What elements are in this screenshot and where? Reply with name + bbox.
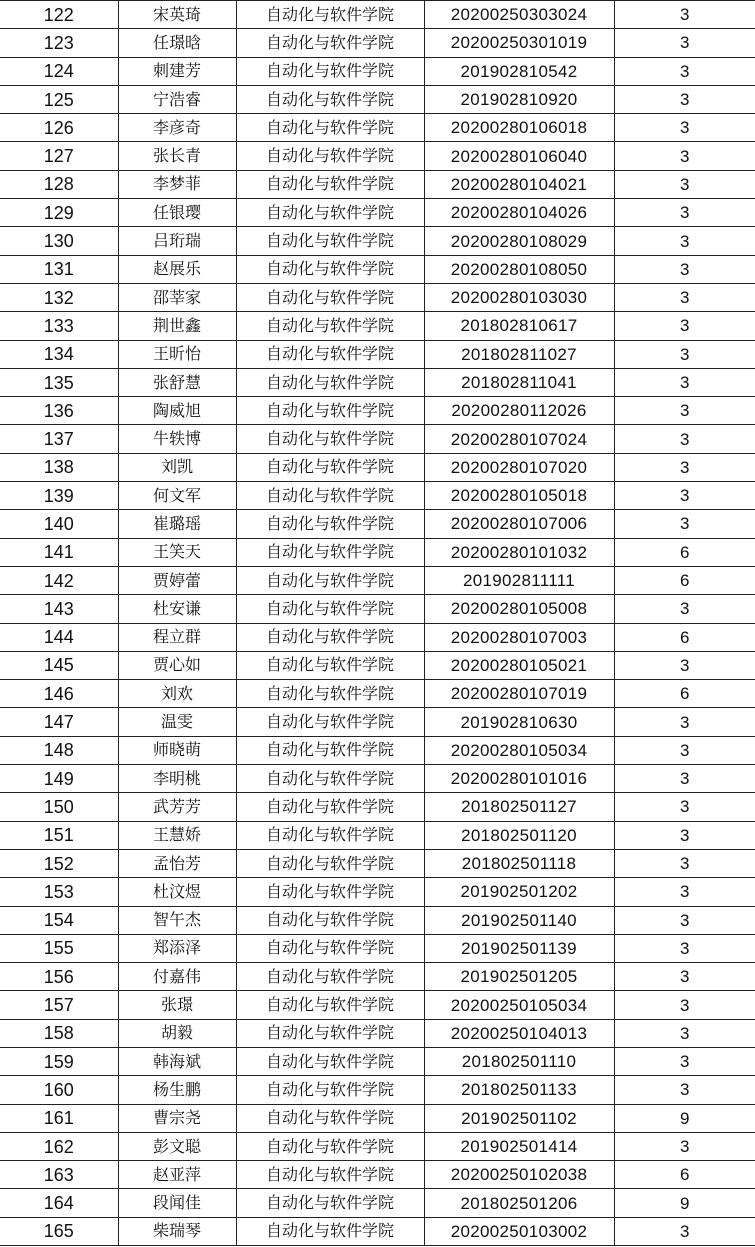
row-number-cell: 151 (0, 821, 118, 849)
table-row (0, 283, 755, 311)
row-number-cell: 159 (0, 1047, 118, 1075)
count-cell: 3 (614, 482, 755, 510)
row-number-cell: 165 (0, 1217, 118, 1245)
table-row (0, 849, 755, 877)
student-name-cell: 赵展乐 (118, 255, 236, 283)
count-cell: 3 (614, 227, 755, 255)
count-cell: 3 (614, 849, 755, 877)
row-number-cell: 126 (0, 114, 118, 142)
student-name-cell: 韩海斌 (118, 1047, 236, 1075)
count-cell: 3 (614, 425, 755, 453)
table-row (0, 1104, 755, 1132)
table-row (0, 566, 755, 594)
college-cell: 自动化与软件学院 (236, 793, 424, 821)
student-name-cell: 任银璎 (118, 199, 236, 227)
student-id-cell: 20200280106018 (424, 114, 614, 142)
college-cell: 自动化与软件学院 (236, 736, 424, 764)
college-cell: 自动化与软件学院 (236, 680, 424, 708)
count-cell: 3 (614, 906, 755, 934)
table-row (0, 1019, 755, 1047)
row-number-cell: 156 (0, 963, 118, 991)
count-cell: 3 (614, 1217, 755, 1245)
college-cell: 自动化与软件学院 (236, 1047, 424, 1075)
student-name-cell: 陶威旭 (118, 397, 236, 425)
row-number-cell: 132 (0, 283, 118, 311)
student-id-cell: 201902810920 (424, 85, 614, 113)
count-cell: 3 (614, 765, 755, 793)
row-number-cell: 160 (0, 1076, 118, 1104)
table-row (0, 1161, 755, 1189)
student-name-cell: 贾心如 (118, 651, 236, 679)
table-row (0, 255, 755, 283)
student-name-cell: 智午杰 (118, 906, 236, 934)
college-cell: 自动化与软件学院 (236, 1217, 424, 1245)
table-row (0, 1189, 755, 1217)
college-cell: 自动化与软件学院 (236, 566, 424, 594)
count-cell: 3 (614, 651, 755, 679)
student-id-cell: 201902810630 (424, 708, 614, 736)
count-cell: 3 (614, 142, 755, 170)
student-id-cell: 20200250104013 (424, 1019, 614, 1047)
count-cell: 3 (614, 510, 755, 538)
student-id-cell: 201902501102 (424, 1104, 614, 1132)
college-cell: 自动化与软件学院 (236, 878, 424, 906)
row-number-cell: 133 (0, 312, 118, 340)
table-row (0, 623, 755, 651)
table-row (0, 736, 755, 764)
college-cell: 自动化与软件学院 (236, 849, 424, 877)
college-cell: 自动化与软件学院 (236, 1076, 424, 1104)
count-cell: 3 (614, 595, 755, 623)
student-name-cell: 程立群 (118, 623, 236, 651)
row-number-cell: 161 (0, 1104, 118, 1132)
row-number-cell: 152 (0, 849, 118, 877)
count-cell: 3 (614, 934, 755, 962)
count-cell: 3 (614, 708, 755, 736)
student-name-cell: 杜汶煜 (118, 878, 236, 906)
student-name-cell: 李彦奇 (118, 114, 236, 142)
college-cell: 自动化与软件学院 (236, 1132, 424, 1160)
count-cell: 3 (614, 283, 755, 311)
student-name-cell: 李梦菲 (118, 170, 236, 198)
student-name-cell: 曹宗尧 (118, 1104, 236, 1132)
student-id-cell: 20200280101016 (424, 765, 614, 793)
student-name-cell: 刘凯 (118, 453, 236, 481)
student-id-cell: 20200280107020 (424, 453, 614, 481)
student-name-cell: 王慧娇 (118, 821, 236, 849)
college-cell: 自动化与软件学院 (236, 85, 424, 113)
student-id-cell: 201902501205 (424, 963, 614, 991)
college-cell: 自动化与软件学院 (236, 312, 424, 340)
count-cell: 3 (614, 29, 755, 57)
table-row (0, 934, 755, 962)
row-number-cell: 150 (0, 793, 118, 821)
student-id-cell: 20200280104026 (424, 199, 614, 227)
student-name-cell: 杨生鹏 (118, 1076, 236, 1104)
count-cell: 6 (614, 680, 755, 708)
college-cell: 自动化与软件学院 (236, 538, 424, 566)
count-cell: 3 (614, 963, 755, 991)
student-id-cell: 201802501118 (424, 849, 614, 877)
student-id-cell: 20200280105018 (424, 482, 614, 510)
count-cell: 6 (614, 623, 755, 651)
college-cell: 自动化与软件学院 (236, 1019, 424, 1047)
row-number-cell: 124 (0, 57, 118, 85)
student-id-cell: 20200280106040 (424, 142, 614, 170)
count-cell: 3 (614, 397, 755, 425)
student-id-cell: 201802501120 (424, 821, 614, 849)
count-cell: 3 (614, 199, 755, 227)
student-id-cell: 201802501133 (424, 1076, 614, 1104)
student-name-cell: 牛轶博 (118, 425, 236, 453)
college-cell: 自动化与软件学院 (236, 425, 424, 453)
count-cell: 3 (614, 312, 755, 340)
row-number-cell: 138 (0, 453, 118, 481)
college-cell: 自动化与软件学院 (236, 142, 424, 170)
row-number-cell: 164 (0, 1189, 118, 1217)
student-name-cell: 崔璐瑶 (118, 510, 236, 538)
row-number-cell: 136 (0, 397, 118, 425)
count-cell: 3 (614, 878, 755, 906)
college-cell: 自动化与软件学院 (236, 114, 424, 142)
student-id-cell: 20200250303024 (424, 1, 614, 29)
row-number-cell: 125 (0, 85, 118, 113)
student-id-cell: 201902501140 (424, 906, 614, 934)
student-id-cell: 20200250105034 (424, 991, 614, 1019)
college-cell: 自动化与软件学院 (236, 368, 424, 396)
table-row (0, 1217, 755, 1245)
college-cell: 自动化与软件学院 (236, 255, 424, 283)
count-cell: 6 (614, 538, 755, 566)
row-number-cell: 163 (0, 1161, 118, 1189)
college-cell: 自动化与软件学院 (236, 1104, 424, 1132)
student-id-cell: 201802810617 (424, 312, 614, 340)
student-id-cell: 20200280107024 (424, 425, 614, 453)
college-cell: 自动化与软件学院 (236, 482, 424, 510)
count-cell: 3 (614, 57, 755, 85)
count-cell: 3 (614, 340, 755, 368)
row-number-cell: 162 (0, 1132, 118, 1160)
college-cell: 自动化与软件学院 (236, 623, 424, 651)
student-name-cell: 张舒慧 (118, 368, 236, 396)
table-row (0, 708, 755, 736)
college-cell: 自动化与软件学院 (236, 1161, 424, 1189)
college-cell: 自动化与软件学院 (236, 1189, 424, 1217)
student-name-cell: 赵亚萍 (118, 1161, 236, 1189)
row-number-cell: 144 (0, 623, 118, 651)
count-cell: 3 (614, 793, 755, 821)
student-name-cell: 刺建芳 (118, 57, 236, 85)
row-number-cell: 131 (0, 255, 118, 283)
table-row (0, 1, 755, 29)
row-number-cell: 123 (0, 29, 118, 57)
college-cell: 自动化与软件学院 (236, 283, 424, 311)
student-id-cell: 20200250102038 (424, 1161, 614, 1189)
row-number-cell: 135 (0, 368, 118, 396)
row-number-cell: 148 (0, 736, 118, 764)
row-number-cell: 154 (0, 906, 118, 934)
student-name-cell: 荆世鑫 (118, 312, 236, 340)
table-row (0, 651, 755, 679)
count-cell: 3 (614, 1, 755, 29)
table-row (0, 85, 755, 113)
student-id-cell: 201802501110 (424, 1047, 614, 1075)
table-row (0, 595, 755, 623)
student-name-cell: 张长青 (118, 142, 236, 170)
college-cell: 自动化与软件学院 (236, 29, 424, 57)
student-name-cell: 宁浩睿 (118, 85, 236, 113)
row-number-cell: 137 (0, 425, 118, 453)
student-id-cell: 201802811027 (424, 340, 614, 368)
student-name-cell: 贾婷蕾 (118, 566, 236, 594)
table-row (0, 991, 755, 1019)
count-cell: 3 (614, 85, 755, 113)
count-cell: 3 (614, 368, 755, 396)
row-number-cell: 145 (0, 651, 118, 679)
table-row (0, 29, 755, 57)
count-cell: 6 (614, 1161, 755, 1189)
table-row (0, 57, 755, 85)
row-number-cell: 158 (0, 1019, 118, 1047)
row-number-cell: 142 (0, 566, 118, 594)
college-cell: 自动化与软件学院 (236, 991, 424, 1019)
count-cell: 3 (614, 1132, 755, 1160)
table-row (0, 793, 755, 821)
table-row (0, 142, 755, 170)
college-cell: 自动化与软件学院 (236, 227, 424, 255)
student-name-cell: 段闻佳 (118, 1189, 236, 1217)
row-number-cell: 140 (0, 510, 118, 538)
row-number-cell: 147 (0, 708, 118, 736)
student-id-cell: 201802501127 (424, 793, 614, 821)
student-name-cell: 彭文聪 (118, 1132, 236, 1160)
table-row (0, 199, 755, 227)
student-id-cell: 20200280112026 (424, 397, 614, 425)
count-cell: 9 (614, 1104, 755, 1132)
table-row (0, 906, 755, 934)
count-cell: 6 (614, 566, 755, 594)
college-cell: 自动化与软件学院 (236, 170, 424, 198)
row-number-cell: 128 (0, 170, 118, 198)
college-cell: 自动化与软件学院 (236, 57, 424, 85)
table-row (0, 821, 755, 849)
table-row (0, 680, 755, 708)
college-cell: 自动化与软件学院 (236, 821, 424, 849)
student-name-cell: 柴瑞琴 (118, 1217, 236, 1245)
student-id-cell: 201802501206 (424, 1189, 614, 1217)
student-name-cell: 何文军 (118, 482, 236, 510)
table-row (0, 170, 755, 198)
student-name-cell: 李明桃 (118, 765, 236, 793)
college-cell: 自动化与软件学院 (236, 765, 424, 793)
table-row (0, 765, 755, 793)
count-cell: 3 (614, 170, 755, 198)
student-name-cell: 吕珩瑞 (118, 227, 236, 255)
student-id-cell: 20200250103002 (424, 1217, 614, 1245)
row-number-cell: 127 (0, 142, 118, 170)
count-cell: 3 (614, 1019, 755, 1047)
student-id-cell: 20200280107003 (424, 623, 614, 651)
student-name-cell: 王笑天 (118, 538, 236, 566)
student-id-cell: 201902811111 (424, 566, 614, 594)
student-name-cell: 任璟晗 (118, 29, 236, 57)
college-cell: 自动化与软件学院 (236, 651, 424, 679)
table-row (0, 963, 755, 991)
student-name-cell: 付嘉伟 (118, 963, 236, 991)
table-row (0, 1047, 755, 1075)
college-cell: 自动化与软件学院 (236, 199, 424, 227)
row-number-cell: 153 (0, 878, 118, 906)
student-name-cell: 师晓萌 (118, 736, 236, 764)
student-name-cell: 武芳芳 (118, 793, 236, 821)
student-id-cell: 20200280108029 (424, 227, 614, 255)
table-row (0, 114, 755, 142)
student-id-cell: 20200280104021 (424, 170, 614, 198)
college-cell: 自动化与软件学院 (236, 340, 424, 368)
college-cell: 自动化与软件学院 (236, 595, 424, 623)
student-name-cell: 刘欢 (118, 680, 236, 708)
table-row (0, 1076, 755, 1104)
student-id-cell: 20200250301019 (424, 29, 614, 57)
table-row (0, 1132, 755, 1160)
student-name-cell: 王昕怡 (118, 340, 236, 368)
table-row (0, 878, 755, 906)
row-number-cell: 146 (0, 680, 118, 708)
student-id-cell: 201902810542 (424, 57, 614, 85)
student-id-cell: 20200280108050 (424, 255, 614, 283)
count-cell: 3 (614, 1076, 755, 1104)
student-name-cell: 杜安谦 (118, 595, 236, 623)
count-cell: 3 (614, 453, 755, 481)
student-id-cell: 20200280103030 (424, 283, 614, 311)
student-name-cell: 宋英琦 (118, 1, 236, 29)
student-id-cell: 201902501139 (424, 934, 614, 962)
table-body (0, 1, 755, 1246)
row-number-cell: 134 (0, 340, 118, 368)
college-cell: 自动化与软件学院 (236, 1, 424, 29)
table-row (0, 340, 755, 368)
student-id-cell: 20200280105008 (424, 595, 614, 623)
college-cell: 自动化与软件学院 (236, 708, 424, 736)
student-name-cell: 孟怡芳 (118, 849, 236, 877)
student-id-cell: 20200280107019 (424, 680, 614, 708)
count-cell: 3 (614, 991, 755, 1019)
count-cell: 3 (614, 114, 755, 142)
student-id-cell: 20200280105021 (424, 651, 614, 679)
count-cell: 3 (614, 821, 755, 849)
student-name-cell: 温雯 (118, 708, 236, 736)
table-row (0, 453, 755, 481)
table-row (0, 368, 755, 396)
table-row (0, 425, 755, 453)
college-cell: 自动化与软件学院 (236, 453, 424, 481)
student-id-cell: 20200280105034 (424, 736, 614, 764)
row-number-cell: 130 (0, 227, 118, 255)
row-number-cell: 139 (0, 482, 118, 510)
row-number-cell: 149 (0, 765, 118, 793)
student-id-cell: 20200280101032 (424, 538, 614, 566)
row-number-cell: 122 (0, 1, 118, 29)
count-cell: 3 (614, 736, 755, 764)
student-name-cell: 邵莘家 (118, 283, 236, 311)
college-cell: 自动化与软件学院 (236, 906, 424, 934)
row-number-cell: 141 (0, 538, 118, 566)
table-row (0, 510, 755, 538)
row-number-cell: 129 (0, 199, 118, 227)
row-number-cell: 157 (0, 991, 118, 1019)
college-cell: 自动化与软件学院 (236, 934, 424, 962)
count-cell: 3 (614, 255, 755, 283)
table-row (0, 227, 755, 255)
table-row (0, 482, 755, 510)
student-name-cell: 胡毅 (118, 1019, 236, 1047)
table-row (0, 538, 755, 566)
student-id-cell: 20200280107006 (424, 510, 614, 538)
college-cell: 自动化与软件学院 (236, 397, 424, 425)
student-name-cell: 张璟 (118, 991, 236, 1019)
student-id-cell: 201802811041 (424, 368, 614, 396)
row-number-cell: 143 (0, 595, 118, 623)
student-name-cell: 郑添泽 (118, 934, 236, 962)
college-cell: 自动化与软件学院 (236, 510, 424, 538)
table-row (0, 397, 755, 425)
student-id-cell: 201902501202 (424, 878, 614, 906)
table-row (0, 312, 755, 340)
student-id-cell: 201902501414 (424, 1132, 614, 1160)
count-cell: 3 (614, 1047, 755, 1075)
count-cell: 9 (614, 1189, 755, 1217)
row-number-cell: 155 (0, 934, 118, 962)
college-cell: 自动化与软件学院 (236, 963, 424, 991)
